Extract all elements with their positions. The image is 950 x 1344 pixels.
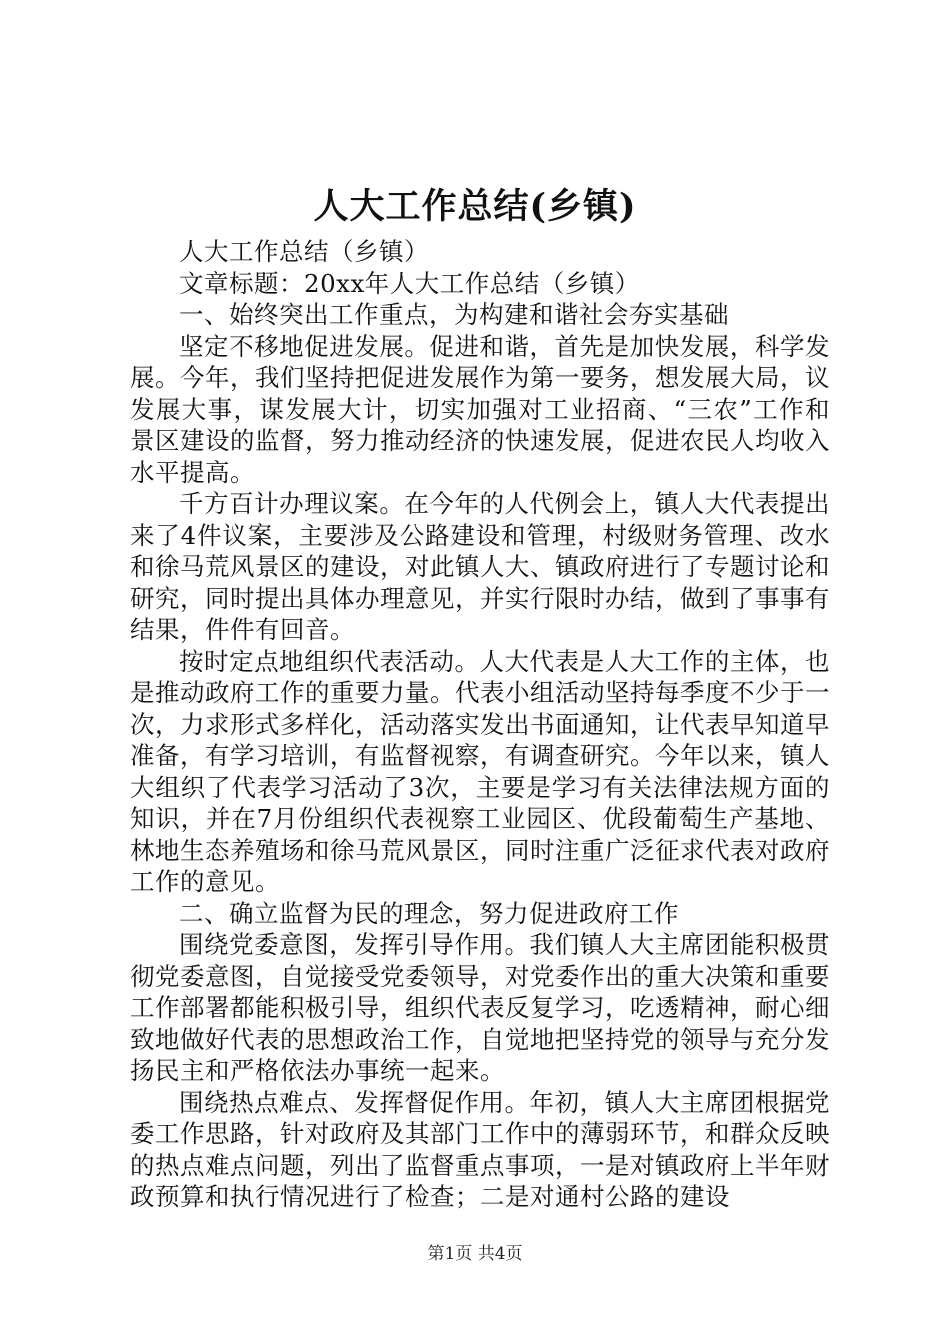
page-footer: 第1页 共4页 xyxy=(427,1244,523,1264)
paragraph: 按时定点地组织代表活动。人大代表是人大工作的主体，也是推动政府工作的重要力量。代表小组活动坚持每季度不少于一次，力求形式多样化，活动落实发出书面通知，让代表早知道早准备，有学习培训，有监督视察，有调查研究。今年以来，镇人大组织了代表学习活动了3次，主要是学习有关法律法规方面的知识，并在7月份组织代表视察工业园区、优段葡萄生产基地、林地生态养殖场和徐马荒风景区，同时注重广泛征求代表对政府工作的意见。 xyxy=(130,646,830,896)
paragraph: 千方百计办理议案。在今年的人代例会上，镇人大代表提出来了4件议案，主要涉及公路建设和管理，村级财务管理、改水和徐马荒风景区的建设，对此镇人大、镇政府进行了专题讨论和研究，同时提出具体办理意见，并实行限时办结，做到了事事有结果，件件有回音。 xyxy=(130,489,830,644)
paragraph-article-title: 文章标题：20xx年人大工作总结（乡镇） xyxy=(179,268,640,298)
section-heading-1: 一、始终突出工作重点，为构建和谐社会夯实基础 xyxy=(179,300,729,329)
paragraph: 围绕党委意图，发挥引导作用。我们镇人大主席团能积极贯彻党委意图，自觉接受党委领导，对党委作出的重大决策和重要工作部署都能积极引导，组织代表反复学习，吃透精神，耐心细致地做好代表的思想政治工作，自觉地把坚持党的领导与充分发扬民主和严格依法办事统一起来。 xyxy=(130,930,830,1085)
paragraph-subtitle: 人大工作总结（乡镇） xyxy=(179,237,429,266)
document-body xyxy=(130,236,830,1213)
document-title: 人大工作总结(乡镇) xyxy=(313,186,637,227)
paragraph: 坚定不移地促进发展。促进和谐，首先是加快发展，科学发展。今年，我们坚持把促进发展作为第一要务，想发展大局，议发展大事，谋发展大计，切实加强对工业招商、“三农”工作和景区建设的监督，努力推动经济的快速发展，促进农民人均收入水平提高。 xyxy=(130,331,830,487)
section-heading-2: 二、确立监督为民的理念，努力促进政府工作 xyxy=(179,898,679,928)
paragraph: 围绕热点难点、发挥督促作用。年初，镇人大主席团根据党委工作思路，针对政府及其部门工作中的薄弱环节，和群众反映的热点难点问题，列出了监督重点事项，一是对镇政府上半年财政预算和执行情况进行了检查；二是对通村公路的建设 xyxy=(130,1087,830,1211)
